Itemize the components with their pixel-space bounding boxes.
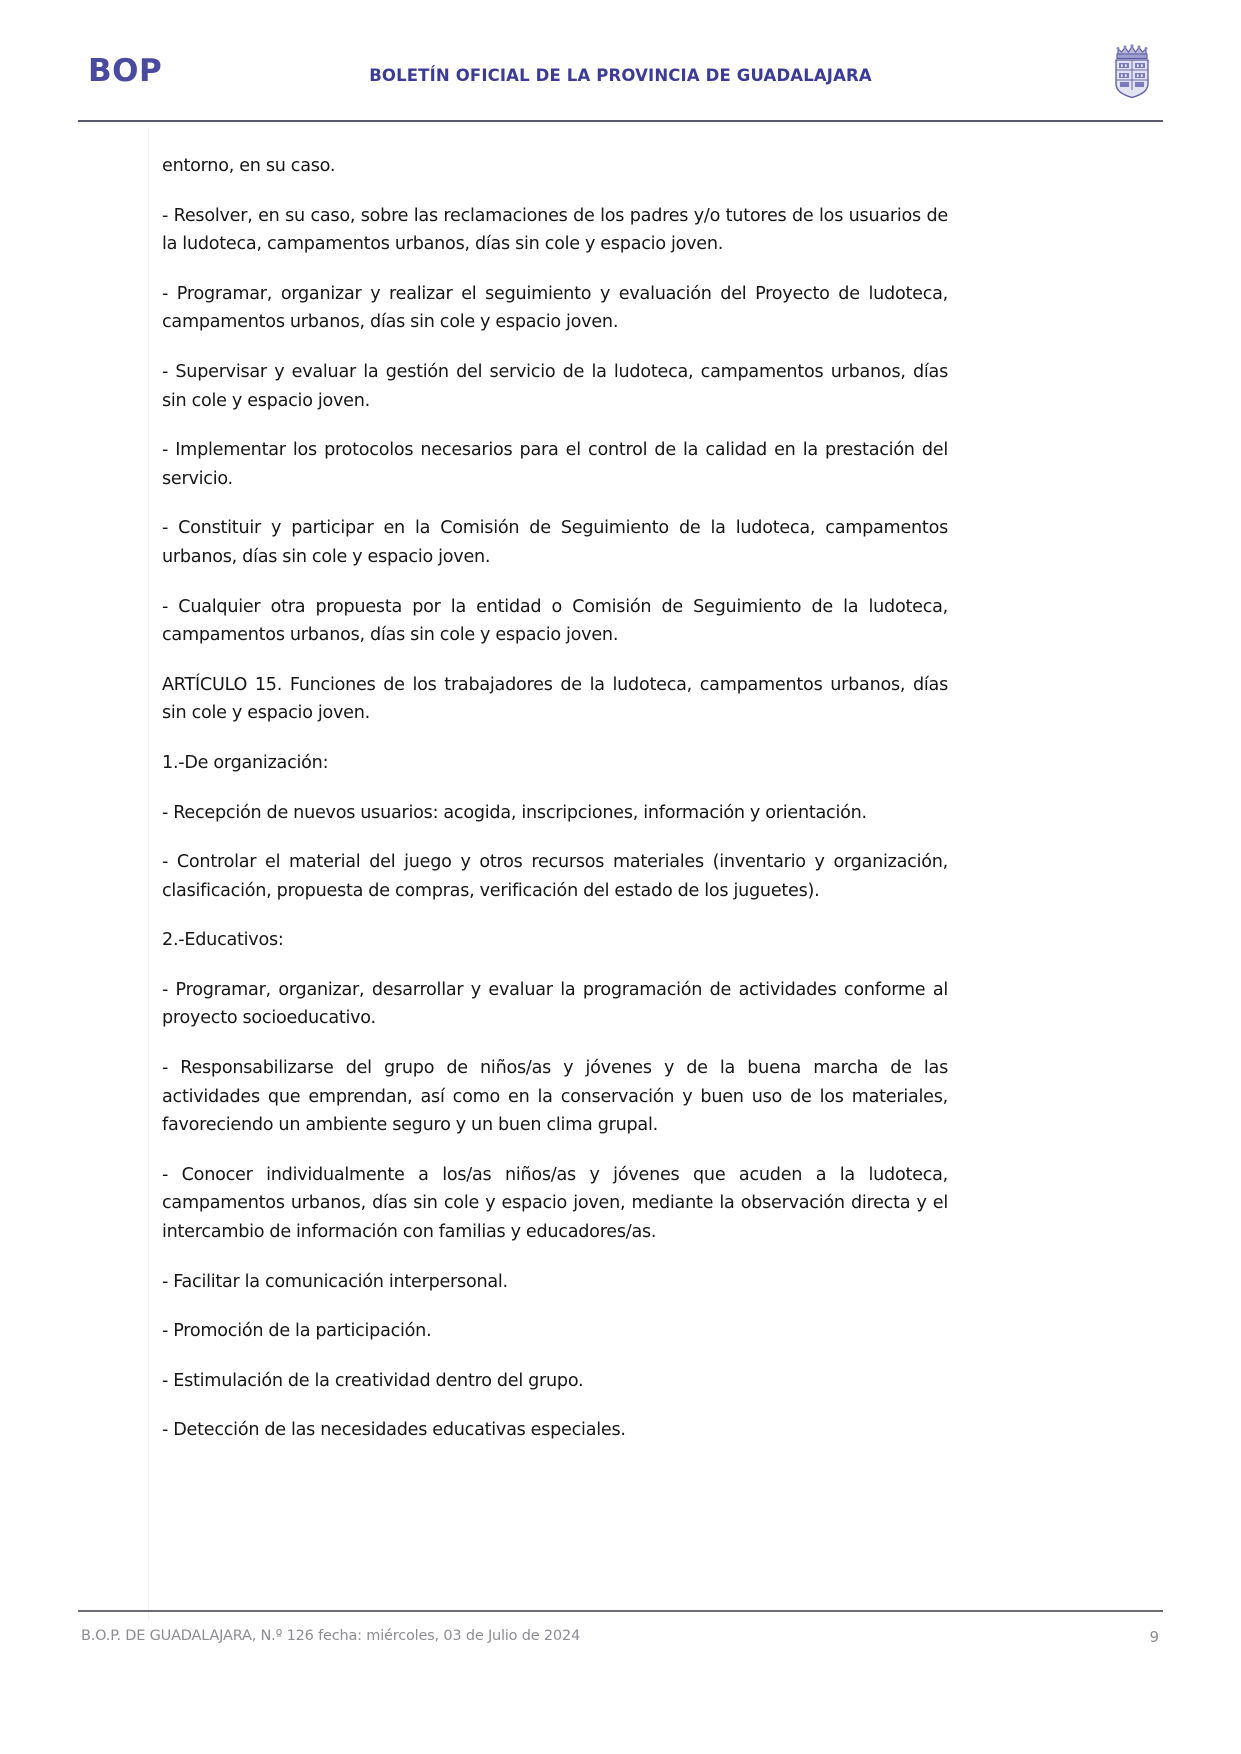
content-guide-line <box>148 130 149 1620</box>
paragraph: - Estimulación de la creatividad dentro del grupo. <box>162 1370 584 1391</box>
coat-of-arms-icon <box>1109 38 1155 100</box>
section-heading: 1.-De organización: <box>162 752 329 773</box>
paragraph: - Supervisar y evaluar la gestión del servicio de la ludoteca, campamentos urbanos, días sin cole y espacio joven. <box>162 361 948 411</box>
paragraph: - Conocer individualmente a los/as niños/as y jóvenes que acuden a la ludoteca, campamentos urbanos, días sin cole y espacio joven, mediante la observación directa y el intercambio de información con familias y educadores/as. <box>162 1164 948 1243</box>
document-body <box>162 152 948 1445</box>
paragraph: - Cualquier otra propuesta por la entidad o Comisión de Seguimiento de la ludoteca, campamentos urbanos, días sin cole y espacio joven. <box>162 596 948 646</box>
paragraph: - Programar, organizar y realizar el seguimiento y evaluación del Proyecto de ludoteca, campamentos urbanos, días sin cole y espacio joven. <box>162 283 948 333</box>
paragraph: - Resolver, en su caso, sobre las reclamaciones de los padres y/o tutores de los usuarios de la ludoteca, campamentos urbanos, días sin cole y espacio joven. <box>162 205 948 255</box>
paragraph: - Detección de las necesidades educativas especiales. <box>162 1420 626 1441</box>
page-header <box>0 0 1241 125</box>
article-heading: ARTÍCULO 15. Funciones de los trabajadores de la ludoteca, campamentos urbanos, días sin cole y espacio joven. <box>162 674 948 724</box>
paragraph: entorno, en su caso. <box>162 156 336 176</box>
footer-publication-info: B.O.P. DE GUADALAJARA, N.º 126 fecha: miércoles, 03 de Julio de 2024 <box>81 1628 580 1644</box>
paragraph: - Programar, organizar, desarrollar y evaluar la programación de actividades conforme al proyecto socioeducativo. <box>162 979 948 1029</box>
paragraph: - Facilitar la comunicación interpersonal. <box>162 1271 508 1292</box>
page-number: 9 <box>1149 1628 1159 1646</box>
page-title: BOLETÍN OFICIAL DE LA PROVINCIA DE GUADALAJARA <box>369 66 872 85</box>
paragraph: - Recepción de nuevos usuarios: acogida, inscripciones, información y orientación. <box>162 802 867 823</box>
header-divider <box>78 120 1163 122</box>
paragraph: - Responsabilizarse del grupo de niños/as y jóvenes y de la buena marcha de las actividades que emprendan, así como en la conservación y buen uso de los materiales, favoreciendo un ambiente seguro y un buen clima grupal. <box>162 1058 948 1136</box>
paragraph: - Constituir y participar en la Comisión de Seguimiento de la ludoteca, campamentos urbanos, días sin cole y espacio joven. <box>162 518 948 567</box>
paragraph: - Controlar el material del juego y otros recursos materiales (inventario y organización, clasificación, propuesta de compras, verificación del estado de los juguetes). <box>162 852 948 901</box>
section-heading: 2.-Educativos: <box>162 930 284 951</box>
paragraph: - Promoción de la participación. <box>162 1321 432 1342</box>
paragraph: - Implementar los protocolos necesarios para el control de la calidad en la prestación del servicio. <box>162 440 948 489</box>
bop-logo: BOP <box>88 53 163 89</box>
header-inner <box>78 0 1163 118</box>
footer-divider <box>78 1610 1163 1612</box>
page-footer <box>78 1610 1163 1668</box>
